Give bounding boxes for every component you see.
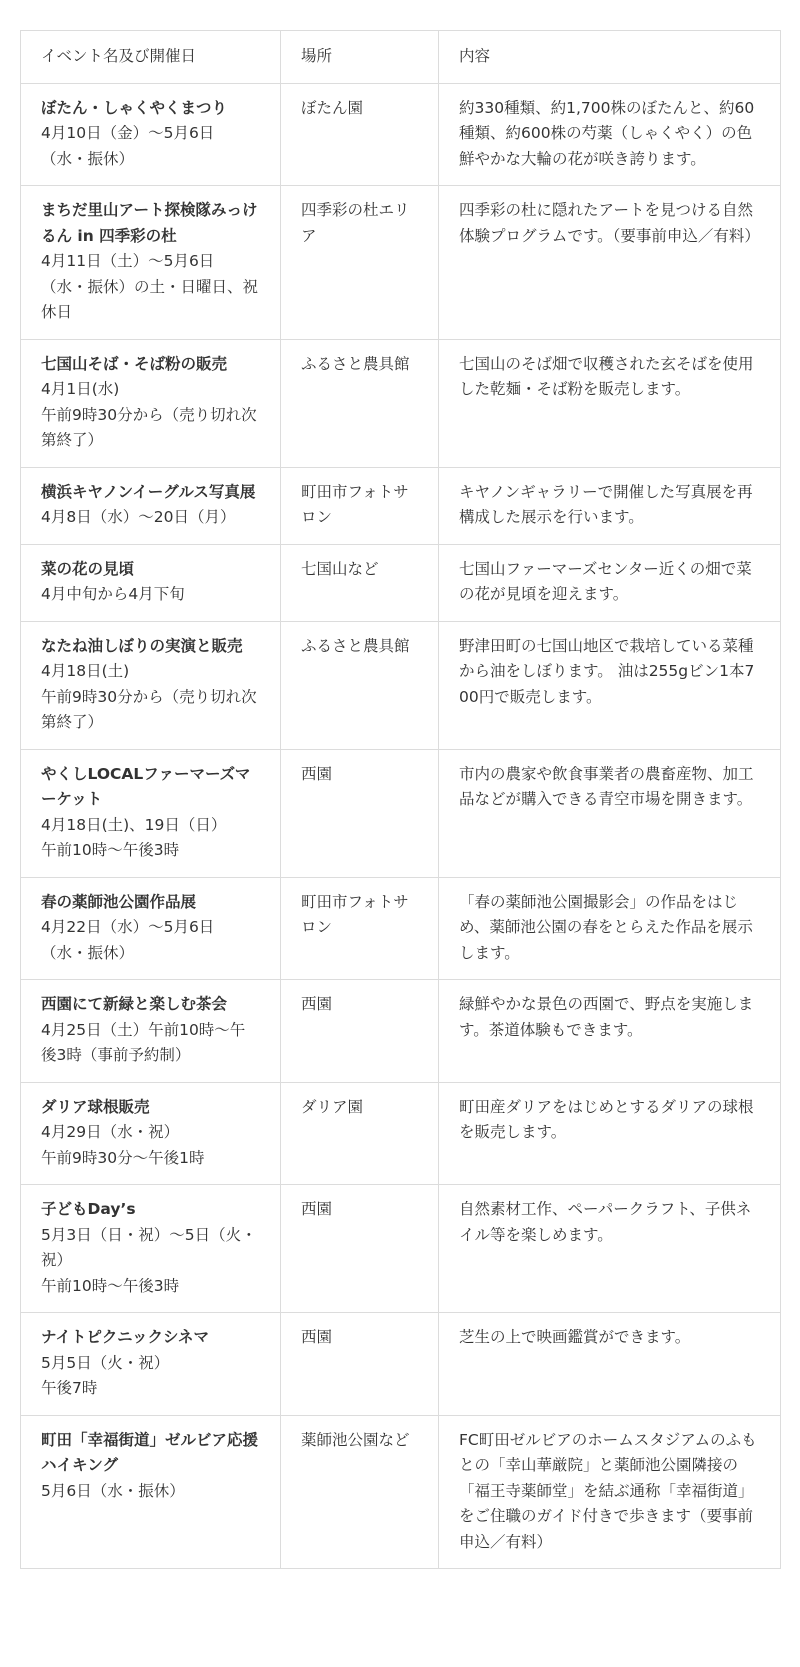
event-cell — [21, 467, 281, 544]
table-row — [21, 83, 781, 186]
event-description: キヤノンギャラリーで開催した写真展を再構成した展示を行います。 — [439, 467, 781, 544]
event-place: 西園 — [281, 749, 439, 877]
event-date: 午前9時30分から（売り切れ次第終了） — [41, 687, 257, 731]
events-table — [20, 30, 781, 1569]
event-date: 5月3日（日・祝）～5日（火・祝） — [41, 1225, 257, 1269]
event-name: 西園にて新緑と楽しむ茶会 — [41, 995, 228, 1013]
table-row — [21, 544, 781, 621]
event-name: 横浜キヤノンイーグルス写真展 — [41, 482, 256, 501]
event-description: 七国山ファーマーズセンター近くの畑で菜の花が見頃を迎えます。 — [439, 544, 781, 621]
event-place: 西園 — [281, 980, 439, 1083]
event-date: 午前10時～午後3時 — [41, 841, 180, 859]
event-cell — [21, 1185, 281, 1313]
event-name: まちだ里山アート探検隊みっけるん in 四季彩の杜 — [41, 201, 258, 245]
table-row — [21, 621, 781, 749]
event-description: 四季彩の杜に隠れたアートを見つける自然体験プログラムです。（要事前申込／有料） — [439, 186, 781, 340]
event-cell — [21, 1313, 281, 1416]
event-description: 緑鮮やかな景色の西園で、野点を実施します。茶道体験もできます。 — [439, 980, 781, 1083]
event-cell — [21, 749, 281, 877]
event-place: ふるさと農具館 — [281, 621, 439, 749]
event-description: 町田産ダリアをはじめとするダリアの球根を販売します。 — [439, 1082, 781, 1185]
event-name: 町田「幸福街道」ゼルビア応援ハイキング — [41, 1430, 259, 1474]
header-event: イベント名及び開催日 — [21, 31, 281, 84]
event-place: ダリア園 — [281, 1082, 439, 1185]
event-date: 4月18日(土)、19日（日） — [41, 815, 227, 834]
event-date: 午前9時30分～午後1時 — [41, 1148, 205, 1167]
event-date: 4月10日（金）～5月6日（水・振休） — [41, 124, 215, 168]
event-date: 4月1日(水) — [41, 380, 120, 398]
event-date: 4月中旬から4月下旬 — [41, 585, 185, 603]
event-cell — [21, 877, 281, 980]
header-place: 場所 — [281, 31, 439, 84]
event-place: 西園 — [281, 1313, 439, 1416]
event-name: やくしLOCALファーマーズマーケット — [41, 764, 251, 808]
event-place: 町田市フォトサロン — [281, 877, 439, 980]
event-cell — [21, 339, 281, 467]
event-cell — [21, 1415, 281, 1569]
event-place: 七国山など — [281, 544, 439, 621]
event-date: 4月8日（水）～20日（月） — [41, 508, 236, 526]
table-row — [21, 1313, 781, 1416]
table-body — [21, 83, 781, 1569]
table-row — [21, 980, 781, 1083]
event-place: ふるさと農具館 — [281, 339, 439, 467]
event-description: 「春の薬師池公園撮影会」の作品をはじめ、薬師池公園の春をとらえた作品を展示します。 — [439, 877, 781, 980]
event-date: 午後7時 — [41, 1379, 98, 1397]
event-place: ぼたん園 — [281, 83, 439, 186]
event-place: 四季彩の杜エリア — [281, 186, 439, 340]
table-row — [21, 186, 781, 340]
event-description: FC町田ゼルビアのホームスタジアムのふもとの「幸山華厳院」と薬師池公園隣接の「福王寺薬師堂」を結ぶ通称「幸福街道」をご住職のガイド付きで歩きます（要事前申込／有料） — [439, 1415, 781, 1569]
event-place: 町田市フォトサロン — [281, 467, 439, 544]
event-cell — [21, 83, 281, 186]
event-place: 薬師池公園など — [281, 1415, 439, 1569]
event-description: 市内の農家や飲食事業者の農畜産物、加工品などが購入できる青空市場を開きます。 — [439, 749, 781, 877]
event-name: ぼたん・しゃくやくまつり — [41, 98, 228, 117]
table-row — [21, 339, 781, 467]
event-description: 七国山のそば畑で収穫された玄そばを使用した乾麺・そば粉を販売します。 — [439, 339, 781, 467]
table-row — [21, 1185, 781, 1313]
header-content: 内容 — [439, 31, 781, 84]
table-row — [21, 749, 781, 877]
event-date: 4月29日（水・祝） — [41, 1123, 180, 1141]
event-name: 菜の花の見頃 — [41, 559, 135, 578]
table-row — [21, 877, 781, 980]
event-date: 午前10時～午後3時 — [41, 1276, 180, 1295]
event-place: 西園 — [281, 1185, 439, 1313]
table-row — [21, 1082, 781, 1185]
event-date: 5月6日（水・振休） — [41, 1481, 185, 1500]
event-cell — [21, 980, 281, 1083]
event-name: ナイトピクニックシネマ — [41, 1328, 210, 1346]
event-description: 約330種類、約1,700株のぼたんと、約60種類、約600株の芍薬（しゃくやく）の色鮮やかな大輪の花が咲き誇ります。 — [439, 83, 781, 186]
event-description: 野津田町の七国山地区で栽培している菜種から油をしぼります。 油は255gビン1本700円で販売します。 — [439, 621, 781, 749]
event-date: 4月11日（土）～5月6日（水・振休）の土・日曜日、祝休日 — [41, 252, 259, 321]
event-cell — [21, 1082, 281, 1185]
table-header-row — [21, 31, 781, 84]
event-date: 4月25日（土）午前10時～午後3時（事前予約制） — [41, 1020, 246, 1064]
event-date: 午前9時30分から（売り切れ次第終了） — [41, 405, 257, 449]
event-description: 芝生の上で映画鑑賞ができます。 — [439, 1313, 781, 1416]
event-date: 5月5日（火・祝） — [41, 1353, 170, 1372]
event-name: 子どもDay’s — [41, 1200, 136, 1218]
event-name: 七国山そば・そば粉の販売 — [41, 354, 228, 373]
event-date: 4月18日(土) — [41, 662, 130, 680]
event-cell — [21, 621, 281, 749]
table-row — [21, 1415, 781, 1569]
event-name: 春の薬師池公園作品展 — [41, 892, 197, 911]
event-date: 4月22日（水）～5月6日（水・振休） — [41, 918, 215, 962]
event-description: 自然素材工作、ペーパークラフト、子供ネイル等を楽しめます。 — [439, 1185, 781, 1313]
table-row — [21, 467, 781, 544]
event-cell — [21, 544, 281, 621]
event-cell — [21, 186, 281, 340]
event-name: ダリア球根販売 — [41, 1097, 150, 1116]
event-name: なたね油しぼりの実演と販売 — [41, 636, 243, 655]
